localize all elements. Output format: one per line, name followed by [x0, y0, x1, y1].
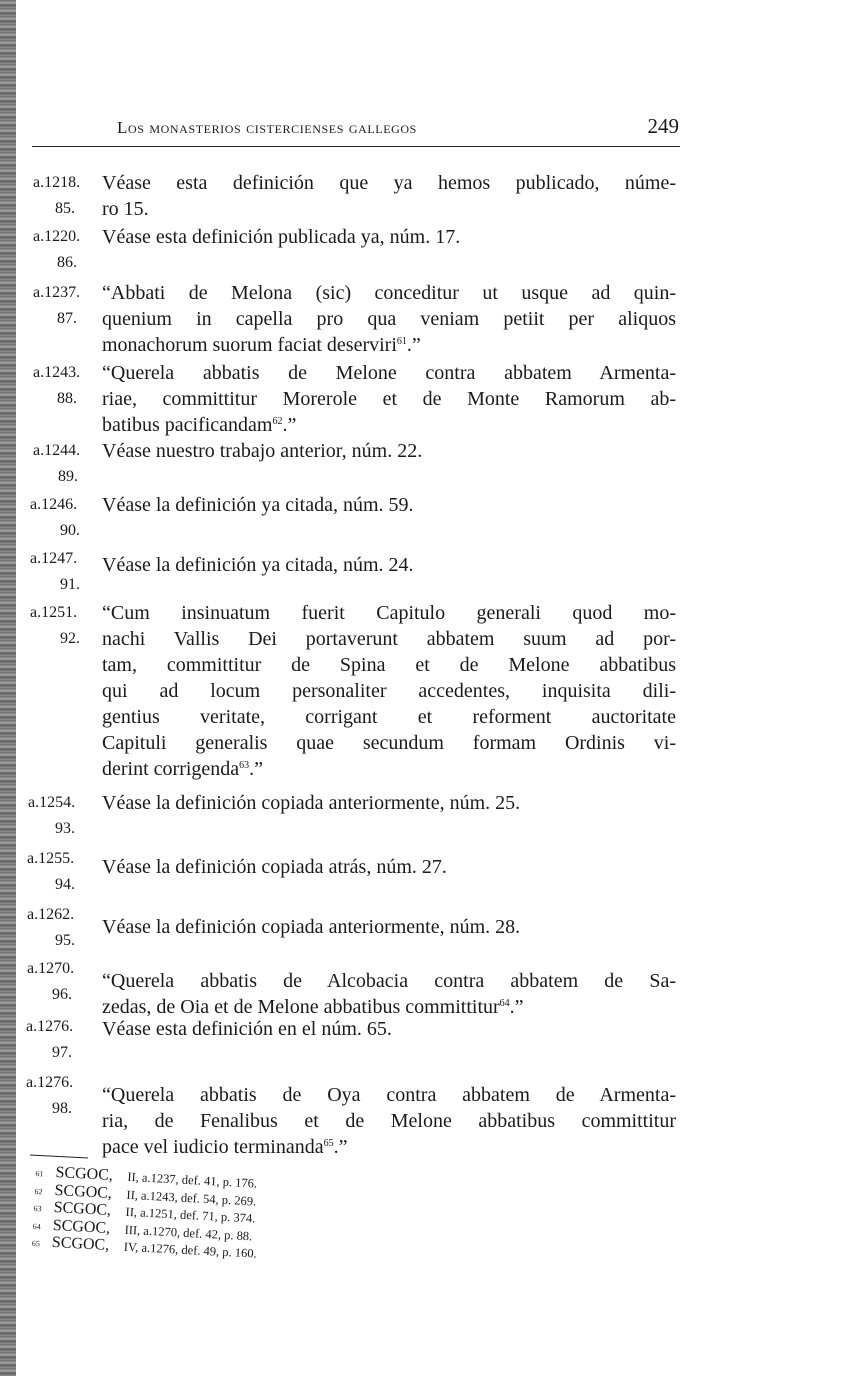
text-line: gentius veritate, corrigant et reforment auctoritate: [102, 706, 676, 728]
text-line: “Querela abbatis de Alcobacia contra abbatem de Sa-: [102, 970, 676, 992]
footnote-reference[interactable]: 61: [396, 336, 407, 347]
entry-year: a.1276.: [26, 1018, 74, 1035]
text-line: Véase nuestro trabajo anterior, núm. 22.: [102, 440, 423, 462]
text-line: qui ad locum personaliter accedentes, inquisita dili-: [102, 680, 676, 702]
text-line: pace vel iudicio terminanda$^{65}$.”: [102, 1136, 348, 1158]
entry-text: [102, 1016, 676, 1042]
entry-year: a.1246.: [30, 496, 78, 513]
footnote-reference[interactable]: 63: [239, 760, 250, 771]
entry-year: a.1255.: [27, 850, 75, 867]
entry-number: 95.: [55, 932, 75, 949]
text-line: Véase la definición copiada anteriormente, núm. 28.: [102, 916, 521, 938]
entry-number: 92.: [60, 630, 80, 647]
footnote-citation: IV, a.1276, def. 49, p. 160.: [123, 1239, 258, 1261]
entry-year: a.1220.: [33, 228, 81, 245]
text-line: riae, committitur Morerole et de Monte Ramorum ab-: [102, 388, 676, 410]
text-line: “Querela abbatis de Oya contra abbatem de Armenta-: [102, 1084, 676, 1106]
entry-text: [102, 170, 676, 222]
text-line: quenium in capella pro qua veniam petiit per aliquos: [102, 308, 676, 330]
footnote-reference[interactable]: 65: [323, 1138, 334, 1149]
entry-number: 98.: [52, 1100, 72, 1117]
entry-number: 87.: [57, 310, 77, 327]
footnote-number: 61: [35, 1168, 44, 1179]
footnote-number: 62: [34, 1186, 43, 1196]
entry-number: 86.: [57, 254, 77, 271]
entry-year: a.1251.: [30, 604, 78, 621]
entry-text: [102, 914, 676, 940]
entry-text: [102, 492, 676, 518]
entry-year: a.1262.: [27, 906, 75, 923]
text-line: Véase la definición ya citada, núm. 59.: [102, 494, 414, 516]
entry-number: 96.: [52, 986, 72, 1003]
entry-text: [102, 224, 676, 250]
entry-number: 93.: [55, 820, 75, 837]
text-line: nachi Vallis Dei portaverunt abbatem suum ad por-: [102, 628, 676, 650]
text-line: Véase la definición copiada anteriormente, núm. 25.: [102, 792, 521, 814]
text-line: monachorum suorum faciat deserviri$^{61}$.”: [102, 334, 421, 356]
entry-text: [102, 968, 676, 1020]
entry-year: a.1276.: [26, 1074, 74, 1091]
text-line: Véase esta definición que ya hemos publicado, núme-: [102, 172, 676, 194]
footnotes: [31, 1164, 365, 1269]
text-line: “Abbati de Melona (sic) conceditur ut usque ad quin-: [102, 282, 676, 304]
entry-number: 91.: [60, 576, 80, 593]
footnote-number: 65: [31, 1238, 41, 1249]
footnote-citation: II, a.1237, def. 41, p. 176.: [127, 1169, 258, 1191]
entry-text: [102, 1082, 676, 1160]
footnote-source: SCGOC,: [55, 1164, 114, 1185]
text-line: Véase la definición ya citada, núm. 24.: [102, 554, 414, 576]
entry-number: 85.: [55, 200, 75, 217]
footnote-citation: III, a.1270, def. 42, p. 88.: [124, 1222, 253, 1243]
entry-year: a.1218.: [33, 174, 81, 191]
footnote-citation: II, a.1251, def. 71, p. 374.: [125, 1204, 256, 1226]
footnote-reference[interactable]: 62: [272, 416, 283, 427]
text-line: ro 15.: [102, 198, 149, 220]
entry-number: 90.: [60, 522, 80, 539]
entry-text: [102, 360, 676, 438]
text-line: Véase esta definición en el núm. 65.: [102, 1018, 392, 1040]
entry-text: [102, 790, 676, 816]
entry-text: [102, 438, 676, 464]
footnote-source: SCGOC,: [51, 1233, 110, 1254]
entry-year: a.1243.: [33, 364, 81, 381]
footnote-citation: II, a.1243, def. 54, p. 269.: [126, 1187, 257, 1209]
entry-text: [102, 280, 676, 358]
footnote-number: 63: [33, 1203, 42, 1214]
text-line: batibus pacificandam$^{62}$.”: [102, 414, 297, 436]
text-line: Capituli generalis quae secundum formam Ordinis vi-: [102, 732, 676, 754]
entry-text: [102, 854, 676, 880]
entry-year: a.1237.: [33, 284, 81, 301]
entry-text: [102, 600, 676, 782]
entry-number: 97.: [52, 1044, 72, 1061]
running-title: Los monasterios cistercienses gallegos: [117, 118, 417, 137]
entry-number: 88.: [57, 390, 77, 407]
footnote-source: SCGOC,: [54, 1181, 113, 1202]
entry-text: [102, 552, 676, 578]
text-line: derint corrigenda$^{63}$.”: [102, 758, 264, 780]
entry-number: 94.: [55, 876, 75, 893]
text-line: ria, de Fenalibus et de Melone abbatibus committitur: [102, 1110, 676, 1132]
footnote-number: 64: [32, 1221, 41, 1231]
text-line: zedas, de Oia et de Melone abbatibus committitur$^{64}$.”: [102, 996, 524, 1018]
text-line: Véase esta definición publicada ya, núm. 17.: [102, 226, 461, 248]
entry-year: a.1244.: [33, 442, 81, 459]
entry-number: 89.: [58, 468, 78, 485]
footnote-source: SCGOC,: [52, 1216, 111, 1237]
entry-year: a.1247.: [30, 550, 78, 567]
footnote-source: SCGOC,: [53, 1199, 112, 1219]
text-line: tam, committitur de Spina et de Melone abbatibus: [102, 654, 676, 676]
footnote-reference[interactable]: 64: [499, 998, 510, 1009]
entry-year: a.1270.: [27, 960, 75, 977]
text-line: Véase la definición copiada atrás, núm. 27.: [102, 856, 447, 878]
page-number: 249: [647, 114, 679, 138]
entry-year: a.1254.: [28, 794, 76, 811]
text-line: “Querela abbatis de Melone contra abbatem Armenta-: [102, 362, 676, 384]
text-line: “Cum insinuatum fuerit Capitulo generali quod mo-: [102, 602, 676, 624]
